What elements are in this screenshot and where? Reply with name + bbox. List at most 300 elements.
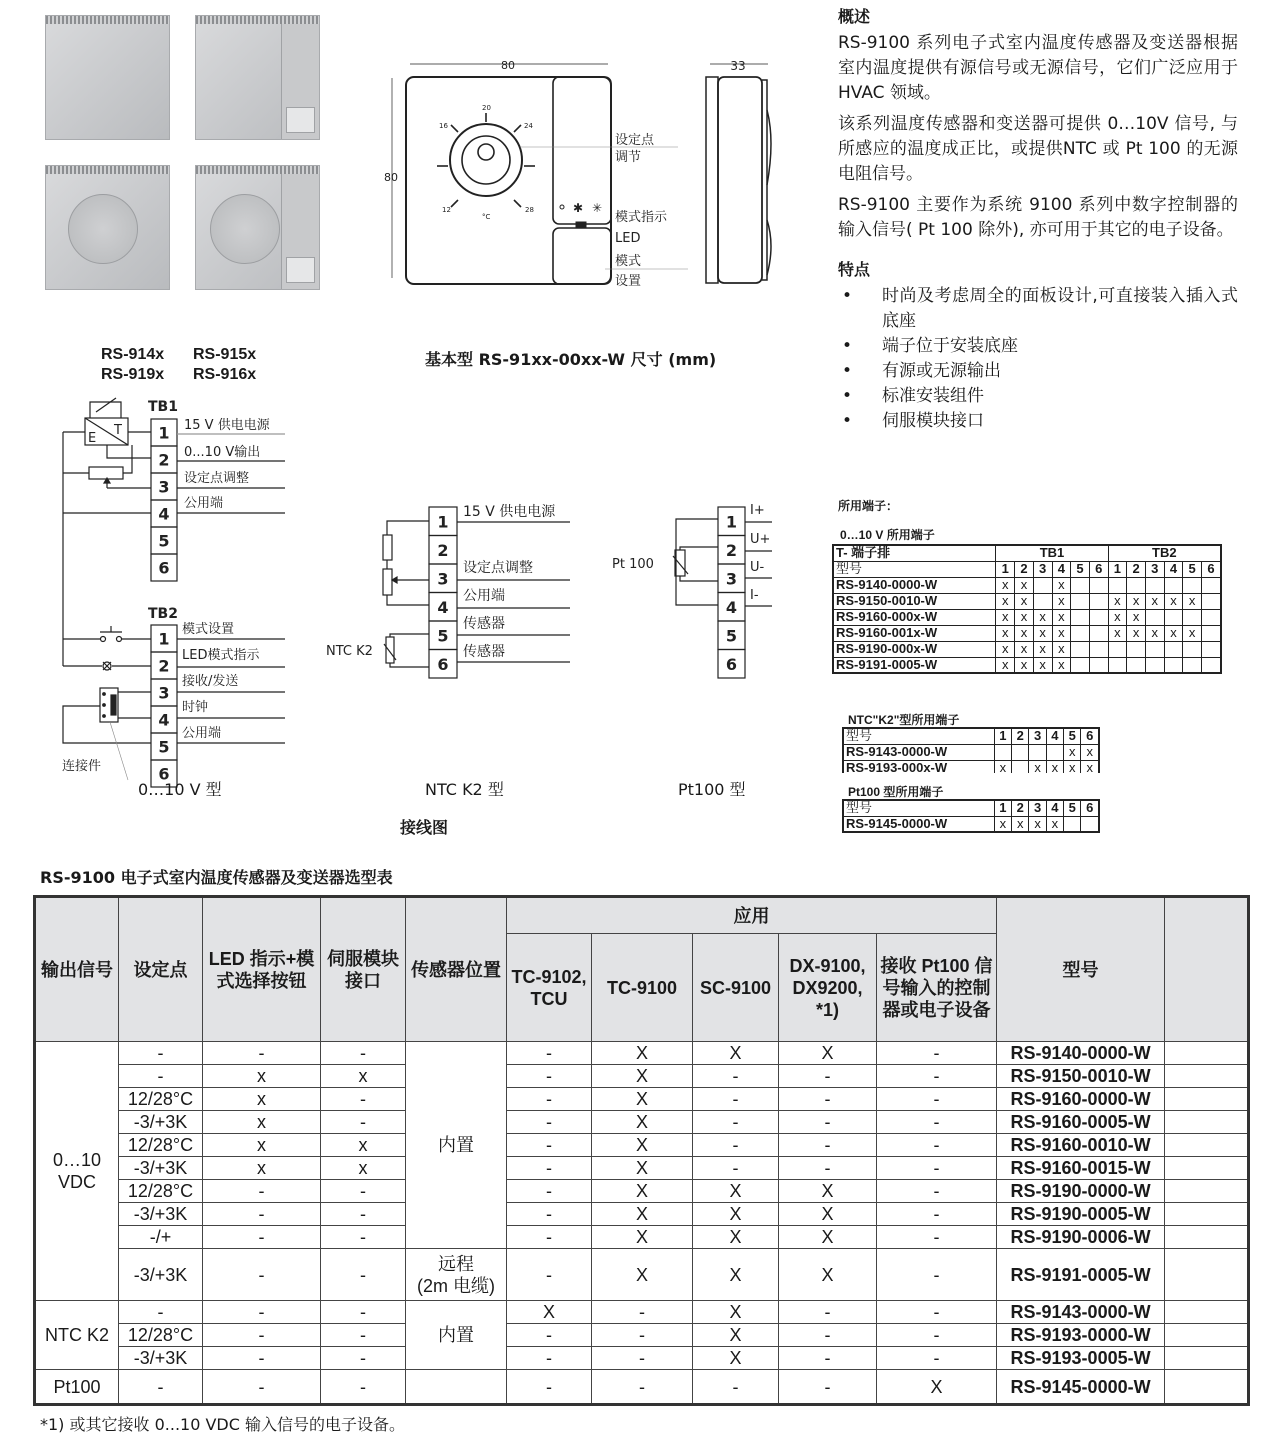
table-cell: x (996, 593, 1015, 609)
svg-text:公用端: 公用端 (182, 726, 222, 741)
table-cell: x (1164, 625, 1183, 641)
svg-text:公用端: 公用端 (463, 588, 505, 604)
terminals-title: 所用端子： (838, 499, 899, 513)
svg-text:传感器: 传感器 (463, 616, 505, 632)
model-cell: RS-9160-0015-W (997, 1157, 1165, 1180)
table-cell (1012, 760, 1029, 773)
table-cell: x (1052, 657, 1071, 673)
table-cell: x (203, 1157, 321, 1180)
terminal-number: 1 (158, 629, 170, 649)
model-cell: RS-9150-0010-W (997, 1065, 1165, 1088)
table-cell: - (779, 1347, 877, 1370)
overview-paragraph: 该系列温度传感器和变送器可提供 0…10V 信号, 与所感应的温度成正比，或提供NTC 或 Pt 100 的无源电阻信号。 (838, 114, 1238, 184)
model-cell: RS-9190-0005-W (997, 1203, 1165, 1226)
header-app: SC-9100 (693, 934, 779, 1042)
table-cell: - (507, 1203, 592, 1226)
table-row (35, 1347, 1249, 1370)
table-row (843, 816, 1099, 832)
table-cell: X (693, 1180, 779, 1203)
table-cell (1164, 641, 1183, 657)
table-cell (1165, 1370, 1249, 1405)
wiring-title: 接线图 (400, 818, 449, 837)
table-cell: RS-9150-0010-W (833, 593, 996, 609)
table-cell: X (507, 1301, 592, 1324)
table-cell: 4 (1046, 728, 1063, 744)
table-cell: x (1108, 625, 1127, 641)
table-row (35, 1134, 1249, 1157)
table-cell: - (779, 1065, 877, 1088)
table-cell: - (507, 1180, 592, 1203)
table-cell (1165, 1324, 1249, 1347)
table-cell: 2 (1015, 561, 1034, 577)
table-cell: - (877, 1226, 997, 1249)
table-cell (1202, 641, 1222, 657)
tb1-label: TB1 (148, 399, 178, 415)
svg-text:U-: U- (750, 560, 765, 575)
table-cell (1089, 593, 1108, 609)
table-cell: - (507, 1370, 592, 1405)
terminal-number: 6 (725, 654, 738, 674)
table-cell: - (877, 1347, 997, 1370)
table-cell (1071, 593, 1090, 609)
header-led: LED 指示+模式选择按钮 (203, 897, 321, 1042)
table-cell: X (592, 1203, 693, 1226)
table-cell: 6 (1089, 561, 1108, 577)
table-cell (1165, 1065, 1249, 1088)
feature-item: • 标准安装组件 (838, 384, 1238, 409)
table-cell: RS-9190-000x-W (833, 641, 996, 657)
sensor-location-cell: 内置 (406, 1042, 507, 1249)
table-row (35, 1301, 1249, 1324)
table-cell: 型号 (843, 728, 994, 744)
table-cell: 4 (1164, 561, 1183, 577)
header-location: 传感器位置 (406, 897, 507, 1042)
header-servo: 伺服模块接口 (321, 897, 406, 1042)
table-row (35, 1157, 1249, 1180)
header-app: DX-9100, DX9200, *1) (779, 934, 877, 1042)
table-cell (1108, 641, 1127, 657)
table-cell: - (203, 1226, 321, 1249)
table-cell: 12/28°C (119, 1324, 203, 1347)
table-cell: x (1033, 609, 1052, 625)
svg-text:12: 12 (442, 206, 451, 214)
table-cell: RS-9193-000x-W (843, 760, 994, 773)
table-cell: - (203, 1370, 321, 1405)
table-cell: - (119, 1065, 203, 1088)
table-cell: - (877, 1203, 997, 1226)
table-cell: - (877, 1042, 997, 1065)
terminal-number: 6 (158, 764, 170, 784)
model-cell: RS-9143-0000-W (997, 1301, 1165, 1324)
svg-text:28: 28 (525, 206, 534, 214)
terminals-pt100-table (842, 799, 1100, 833)
table-cell: - (779, 1301, 877, 1324)
table-row (833, 641, 1221, 657)
model-cell: RS-9160-0005-W (997, 1111, 1165, 1134)
table-cell (1033, 593, 1052, 609)
table-cell (1164, 609, 1183, 625)
table-cell (1145, 609, 1164, 625)
table-cell (1164, 577, 1183, 593)
terminal-number: 2 (158, 450, 170, 470)
terminal-number: 4 (437, 597, 449, 617)
terminal-number: 3 (158, 683, 170, 703)
table-cell: - (203, 1042, 321, 1065)
table-cell: x (1015, 641, 1034, 657)
model-label: RS-915x (193, 346, 257, 363)
table-cell: 5 (1064, 800, 1081, 816)
table-cell: - (507, 1134, 592, 1157)
table-cell: 5 (1064, 728, 1081, 744)
feature-item: • 端子位于安装底座 (838, 334, 1238, 359)
table-cell: - (507, 1226, 592, 1249)
table-cell (1183, 609, 1202, 625)
table-cell: X (592, 1249, 693, 1301)
table-cell: TB1 (996, 545, 1108, 561)
sensor-t-label: T (114, 423, 122, 438)
table-cell: 5 (1183, 561, 1202, 577)
table-cell: 12/28°C (119, 1088, 203, 1111)
table-cell: - (203, 1347, 321, 1370)
header-application: 应用 (507, 897, 997, 934)
terminal-number: 4 (158, 504, 170, 524)
table-row (843, 760, 1099, 773)
table-cell: X (779, 1249, 877, 1301)
table-cell (1071, 625, 1090, 641)
table-row (35, 1042, 1249, 1065)
table-cell (1046, 744, 1063, 760)
table-row (833, 625, 1221, 641)
table-cell: - (779, 1111, 877, 1134)
table-row (833, 577, 1221, 593)
header-app: TC-9100 (592, 934, 693, 1042)
terminal-number: 3 (725, 569, 738, 589)
output-signal-cell: Pt100 (35, 1370, 119, 1405)
table-cell: x (1127, 625, 1146, 641)
table-cell: 3 (1029, 800, 1046, 816)
connector-label: 连接件 (62, 759, 102, 774)
table-cell: 2 (1127, 561, 1146, 577)
model-cell: RS-9191-0005-W (997, 1249, 1165, 1301)
table-cell: - (507, 1157, 592, 1180)
table-cell: X (592, 1226, 693, 1249)
table-cell: - (507, 1347, 592, 1370)
table-cell: x (1145, 625, 1164, 641)
terminal-number: 2 (158, 656, 170, 676)
table-cell (1165, 1111, 1249, 1134)
feature-item: • 伺服模块接口 (838, 409, 1238, 434)
header-app: TC-9102, TCU (507, 934, 592, 1042)
table-cell (1089, 577, 1108, 593)
terminal-number: 3 (437, 569, 449, 589)
table-cell: x (996, 625, 1015, 641)
table-cell (1165, 1347, 1249, 1370)
table-row (35, 1226, 1249, 1249)
table-cell: - (877, 1180, 997, 1203)
table-cell: 12/28°C (119, 1180, 203, 1203)
table-cell: x (1127, 609, 1146, 625)
table-cell: x (996, 577, 1015, 593)
table-cell: x (1127, 593, 1146, 609)
wiring-caption-pt100: Pt100 型 (678, 780, 746, 799)
overview-section (838, 4, 1238, 434)
table-cell (1165, 1180, 1249, 1203)
table-cell: - (203, 1301, 321, 1324)
table-cell: 型号 (833, 561, 996, 577)
terminal-number: 1 (725, 512, 738, 532)
table-cell: RS-9143-0000-W (843, 744, 994, 760)
table-cell: - (877, 1324, 997, 1347)
table-cell: - (321, 1203, 406, 1226)
table-cell: X (693, 1203, 779, 1226)
table-row (35, 1324, 1249, 1347)
table-cell (1089, 625, 1108, 641)
table-cell: - (507, 1111, 592, 1134)
svg-text:LED模式指示: LED模式指示 (182, 648, 260, 663)
table-cell: - (779, 1157, 877, 1180)
header-extra (1165, 897, 1249, 1042)
svg-text:✳: ✳ (592, 201, 603, 215)
table-cell: x (1015, 625, 1034, 641)
callout-mode-indicator: 模式指示 (615, 210, 668, 225)
table-cell: x (1164, 593, 1183, 609)
table-cell: - (507, 1324, 592, 1347)
table-cell: X (592, 1134, 693, 1157)
table-cell: - (321, 1180, 406, 1203)
table-cell: RS-9160-001x-W (833, 625, 996, 641)
table-cell: -3/+3K (119, 1203, 203, 1226)
wiring-caption-010v: 0…10 V 型 (138, 780, 222, 799)
table-cell (1071, 577, 1090, 593)
sensor-e-label: E (88, 431, 97, 446)
table-cell: x (1052, 641, 1071, 657)
table-cell: X (592, 1180, 693, 1203)
table-cell: X (877, 1370, 997, 1405)
table-cell: 1 (996, 561, 1015, 577)
selection-table (33, 895, 1250, 1406)
svg-text:调节: 调节 (615, 150, 642, 165)
terminal-number: 3 (158, 477, 170, 497)
table-cell (1071, 641, 1090, 657)
terminals-010v-caption: 0…10 V 所用端子 (840, 528, 935, 542)
table-cell (1064, 816, 1081, 832)
svg-text:15 V 供电电源: 15 V 供电电源 (463, 504, 556, 520)
table-cell: x (1183, 625, 1202, 641)
table-row (843, 744, 1099, 760)
table-cell (1165, 1042, 1249, 1065)
table-cell: - (321, 1347, 406, 1370)
table-cell (1089, 641, 1108, 657)
feature-item: • 有源或无源输出 (838, 359, 1238, 384)
table-cell: x (203, 1134, 321, 1157)
table-cell (1145, 641, 1164, 657)
table-cell: x (1033, 641, 1052, 657)
svg-text:°C: °C (482, 213, 491, 221)
tb2-label: TB2 (148, 606, 178, 622)
table-cell (1183, 657, 1202, 673)
table-cell: TB2 (1108, 545, 1221, 561)
table-row (35, 1180, 1249, 1203)
table-cell: 1 (994, 728, 1011, 744)
table-cell: -3/+3K (119, 1157, 203, 1180)
table-cell: x (1081, 744, 1099, 760)
output-signal-cell: NTC K2 (35, 1301, 119, 1370)
svg-text:U+: U+ (750, 532, 771, 547)
table-cell: x (1064, 760, 1081, 773)
terminals-pt100-caption: Pt100 型所用端子 (848, 785, 944, 799)
wiring-diagrams (0, 0, 800, 800)
table-cell: X (779, 1042, 877, 1065)
table-cell: 型号 (843, 800, 994, 816)
features-list (838, 284, 1238, 434)
terminal-number: 5 (437, 626, 449, 646)
table-cell (1165, 1203, 1249, 1226)
table-cell (1165, 1301, 1249, 1324)
table-cell: x (1029, 760, 1046, 773)
table-cell: - (592, 1301, 693, 1324)
table-cell: - (119, 1301, 203, 1324)
wiring-caption-ntc: NTC K2 型 (425, 780, 504, 799)
table-cell: x (1108, 609, 1127, 625)
svg-text:传感器: 传感器 (463, 644, 505, 660)
table-cell: 3 (1033, 561, 1052, 577)
model-cell: RS-9160-0000-W (997, 1088, 1165, 1111)
table-cell (994, 744, 1011, 760)
table-cell: T- 端子排 (833, 545, 996, 561)
table-cell: x (321, 1157, 406, 1180)
table-cell: - (321, 1249, 406, 1301)
table-cell (1012, 744, 1029, 760)
table-cell: x (1108, 593, 1127, 609)
table-cell: 3 (1145, 561, 1164, 577)
table-cell (1108, 657, 1127, 673)
table-cell: - (592, 1347, 693, 1370)
table-cell (1202, 625, 1222, 641)
table-cell: x (994, 816, 1011, 832)
table-cell: - (779, 1088, 877, 1111)
table-cell: - (877, 1157, 997, 1180)
table-cell: - (119, 1042, 203, 1065)
header-app: 接收 Pt100 信号输入的控制器或电子设备 (877, 934, 997, 1042)
table-cell: -3/+3K (119, 1347, 203, 1370)
table-cell: X (693, 1042, 779, 1065)
pt100-sensor-label: Pt 100 (612, 557, 654, 572)
table-cell: - (779, 1370, 877, 1405)
table-cell (1089, 657, 1108, 673)
table-cell: X (779, 1203, 877, 1226)
callout-setpoint: 设定点 (615, 133, 655, 148)
table-cell: - (877, 1134, 997, 1157)
selection-title: RS-9100 电子式室内温度传感器及变送器选型表 (40, 868, 393, 887)
table-cell (1071, 609, 1090, 625)
table-cell: x (1033, 625, 1052, 641)
table-cell: x (1064, 744, 1081, 760)
table-cell: x (1015, 657, 1034, 673)
table-cell: - (877, 1111, 997, 1134)
svg-text:模式设置: 模式设置 (182, 622, 235, 637)
table-cell (1202, 593, 1222, 609)
model-label: RS-919x (101, 366, 165, 383)
terminal-number: 5 (158, 737, 170, 757)
model-label: RS-916x (193, 366, 257, 383)
svg-text:24: 24 (524, 122, 533, 130)
table-cell: 4 (1052, 561, 1071, 577)
output-signal-cell: 0…10 VDC (35, 1042, 119, 1301)
table-cell (1164, 657, 1183, 673)
svg-text:15 V 供电电源: 15 V 供电电源 (184, 418, 270, 433)
table-cell: -3/+3K (119, 1249, 203, 1301)
table-cell: x (1145, 593, 1164, 609)
table-cell (1029, 744, 1046, 760)
height-dimension: 80 (384, 171, 398, 184)
table-cell: - (507, 1042, 592, 1065)
table-cell: -3/+3K (119, 1111, 203, 1134)
table-row (35, 1088, 1249, 1111)
model-cell: RS-9145-0000-W (997, 1370, 1165, 1405)
table-cell: 5 (1071, 561, 1090, 577)
depth-dimension: 33 (730, 59, 746, 73)
table-cell: X (592, 1065, 693, 1088)
table-cell: - (779, 1134, 877, 1157)
table-cell: x (994, 760, 1011, 773)
terminals-ntc-table (842, 727, 1100, 773)
table-cell: 3 (1029, 728, 1046, 744)
table-cell: -/+ (119, 1226, 203, 1249)
table-cell: x (1081, 760, 1099, 773)
table-cell: 12/28°C (119, 1134, 203, 1157)
table-row (35, 1249, 1249, 1301)
table-cell: X (779, 1226, 877, 1249)
table-cell: - (877, 1065, 997, 1088)
table-cell: - (592, 1324, 693, 1347)
table-cell: - (321, 1324, 406, 1347)
model-cell: RS-9190-0006-W (997, 1226, 1165, 1249)
overview-paragraph: RS-9100 系列电子式室内温度传感器及变送器根据室内温度提供有源信号或无源信号，它们广泛应用于 HVAC 领域。 (838, 33, 1238, 103)
table-cell: - (693, 1088, 779, 1111)
table-cell: - (203, 1180, 321, 1203)
table-row (35, 1203, 1249, 1226)
table-cell: x (1012, 816, 1029, 832)
table-cell: 1 (994, 800, 1011, 816)
terminals-ntc-clip (842, 727, 1104, 773)
model-cell: RS-9160-0010-W (997, 1134, 1165, 1157)
table-cell (1165, 1088, 1249, 1111)
table-cell (1071, 657, 1090, 673)
table-cell: - (321, 1111, 406, 1134)
terminal-number: 6 (158, 558, 170, 578)
table-cell: x (1046, 760, 1063, 773)
overview-heading: 概述 (838, 7, 871, 26)
table-cell: - (321, 1301, 406, 1324)
table-cell: X (693, 1249, 779, 1301)
table-cell: - (119, 1370, 203, 1405)
table-cell: - (203, 1324, 321, 1347)
table-cell (1127, 657, 1146, 673)
svg-text:时钟: 时钟 (182, 700, 209, 715)
table-cell: x (1029, 816, 1046, 832)
table-cell: - (592, 1370, 693, 1405)
table-cell: x (321, 1134, 406, 1157)
svg-text:0...10 V输出: 0...10 V输出 (184, 445, 261, 460)
terminal-number: 5 (158, 531, 170, 551)
table-cell (1183, 641, 1202, 657)
table-cell: X (779, 1180, 877, 1203)
table-cell: 6 (1081, 800, 1099, 816)
footnote: *1) 或其它接收 0...10 VDC 输入信号的电子设备。 (40, 1415, 406, 1434)
svg-text:设定点调整: 设定点调整 (463, 560, 533, 576)
table-cell: x (203, 1088, 321, 1111)
overview-paragraph: RS-9100 主要作为系统 9100 系列中数字控制器的输入信号( Pt 100 除外), 亦可用于其它的电子设备。 (838, 195, 1238, 240)
